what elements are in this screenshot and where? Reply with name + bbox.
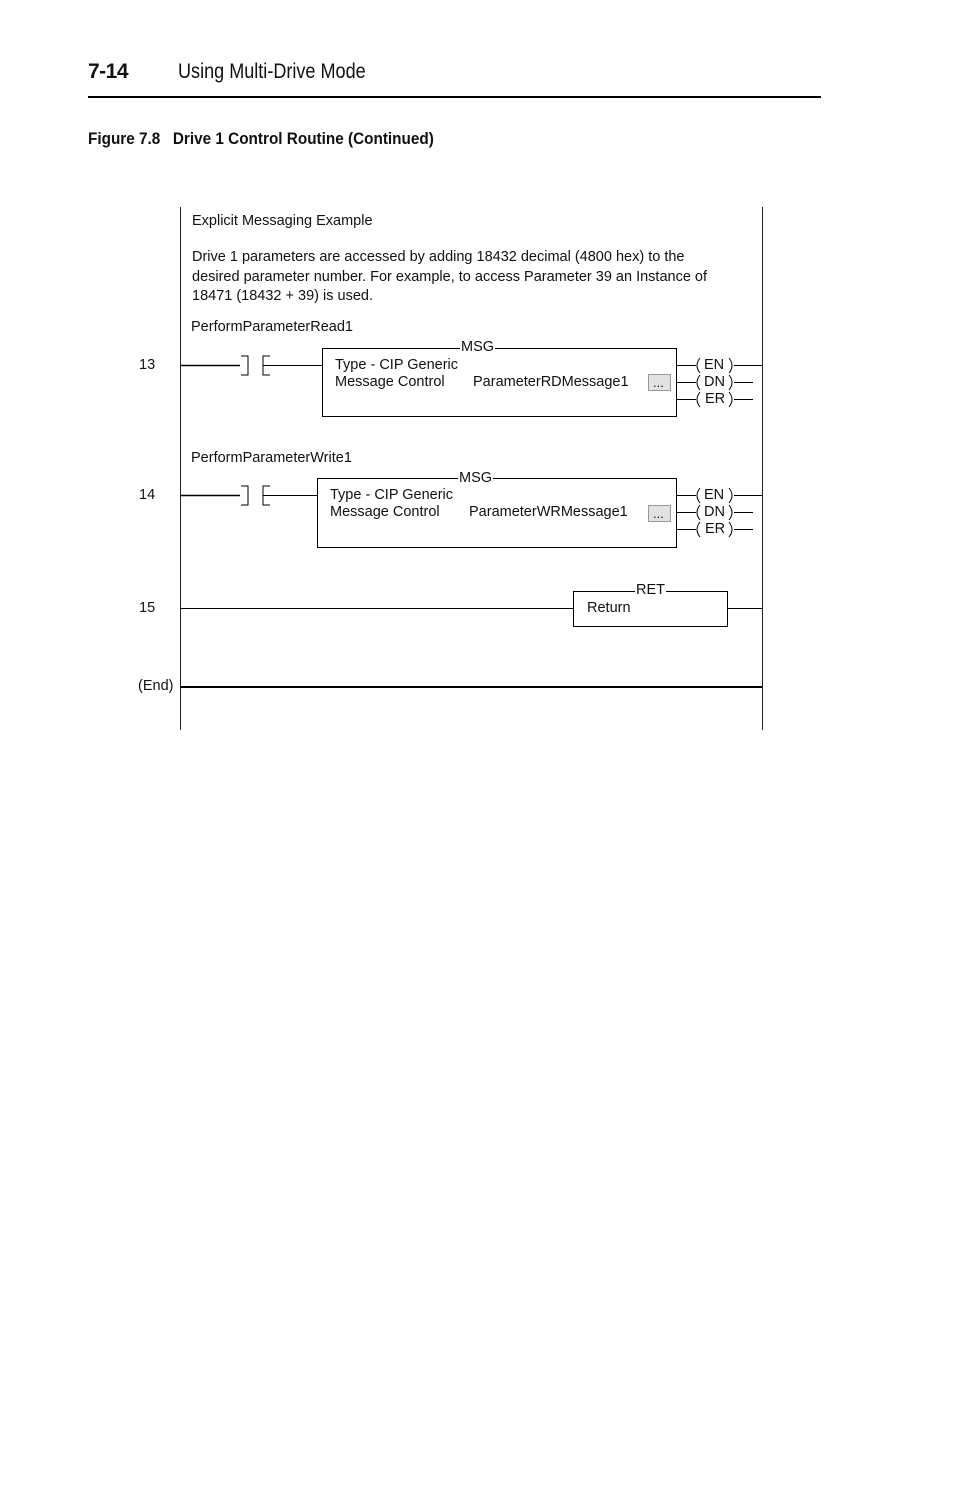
instruction-name: MSG [459, 470, 493, 486]
output-en: EN [704, 487, 725, 503]
rung-comment-title: Explicit Messaging Example [192, 213, 373, 229]
rung-13 [180, 349, 762, 417]
output-en: EN [704, 357, 725, 373]
contact-tag: PerformParameterWrite1 [191, 450, 352, 466]
rung-number: 14 [139, 487, 156, 503]
msg-type: Type - CIP Generic [335, 357, 459, 373]
contact-tag: PerformParameterRead1 [191, 319, 353, 335]
msg-type: Type - CIP Generic [330, 487, 454, 503]
msg-control-label: Message Control [335, 374, 445, 390]
browse-button-label[interactable]: ... [653, 506, 664, 521]
msg-control-tag[interactable]: ParameterRDMessage1 [473, 374, 629, 390]
msg-control-label: Message Control [330, 504, 440, 520]
rung-15 [180, 592, 762, 627]
instruction-name: MSG [461, 339, 495, 355]
end-label: (End) [138, 678, 174, 694]
rung-number: 13 [139, 357, 156, 373]
chapter-title: Using Multi-Drive Mode [178, 60, 366, 83]
return-label: Return [587, 600, 631, 616]
output-er: ER [705, 391, 726, 407]
rung-comment-line: desired parameter number. For example, to access Parameter 39 an Instance of [192, 269, 708, 285]
rung-number: 15 [139, 600, 156, 616]
msg-control-tag[interactable]: ParameterWRMessage1 [469, 504, 628, 520]
output-dn: DN [704, 374, 725, 390]
output-er: ER [705, 521, 726, 537]
figure-title: Drive 1 Control Routine (Continued) [172, 129, 434, 148]
browse-button-label[interactable]: ... [653, 375, 664, 390]
page-number: 7-14 [88, 60, 129, 83]
figure-label: Figure 7.8 [88, 129, 161, 148]
rung-comment-line: Drive 1 parameters are accessed by adding 18432 decimal (4800 hex) to the [192, 249, 685, 265]
instruction-name: RET [636, 582, 665, 598]
rung-comment-line: 18471 (18432 + 39) is used. [192, 288, 373, 304]
output-dn: DN [704, 504, 725, 520]
